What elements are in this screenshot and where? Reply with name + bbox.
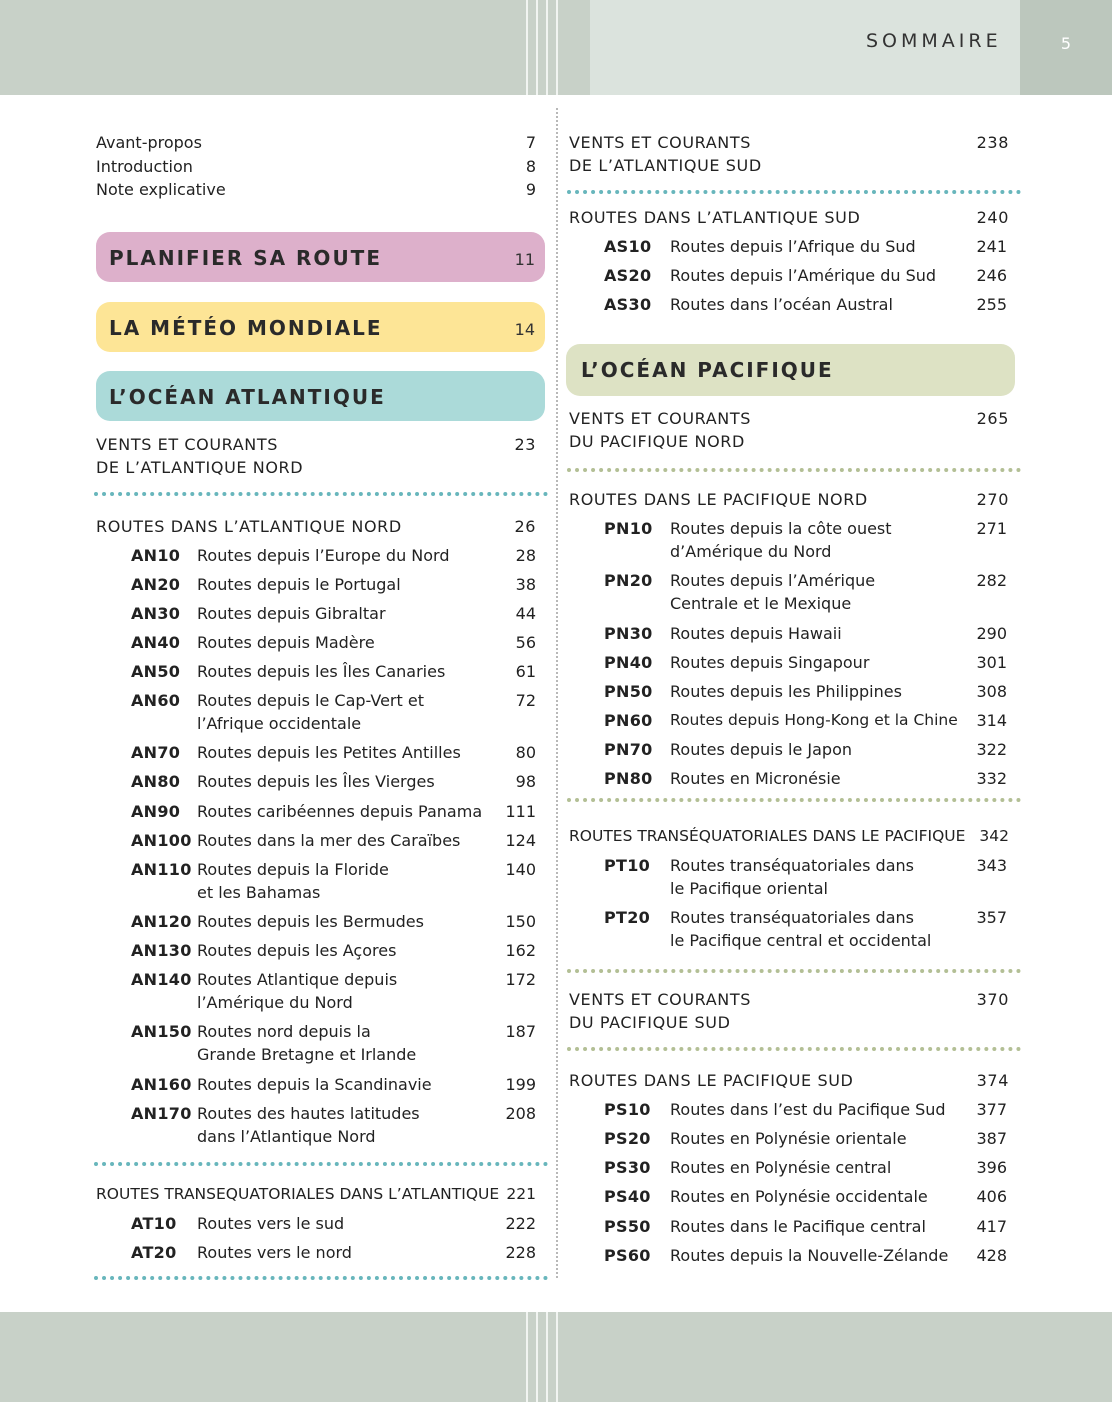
dotted-separator	[94, 1162, 548, 1166]
binding-stitch	[521, 1312, 559, 1402]
dotted-separator	[567, 969, 1021, 973]
dotted-separator	[567, 1047, 1021, 1051]
part-planifier[interactable]: PLANIFIER SA ROUTE 11	[96, 232, 545, 282]
dotted-separator	[94, 492, 548, 496]
part-atlantique[interactable]: L’OCÉAN ATLANTIQUE	[96, 371, 545, 421]
binding-stitch	[521, 0, 559, 95]
page-title: SOMMAIRE	[866, 30, 1002, 52]
part-meteo[interactable]: LA MÉTÉO MONDIALE 14	[96, 302, 545, 352]
header-band	[0, 0, 1112, 95]
part-pacifique[interactable]: L’OCÉAN PACIFIQUE	[566, 344, 1015, 396]
dotted-separator	[94, 1276, 548, 1280]
page-number: 5	[1020, 0, 1112, 95]
footer-band	[0, 1312, 1112, 1402]
column-divider	[556, 108, 558, 1278]
dotted-separator	[567, 468, 1021, 472]
dotted-separator	[567, 190, 1021, 194]
dotted-separator	[567, 798, 1021, 802]
